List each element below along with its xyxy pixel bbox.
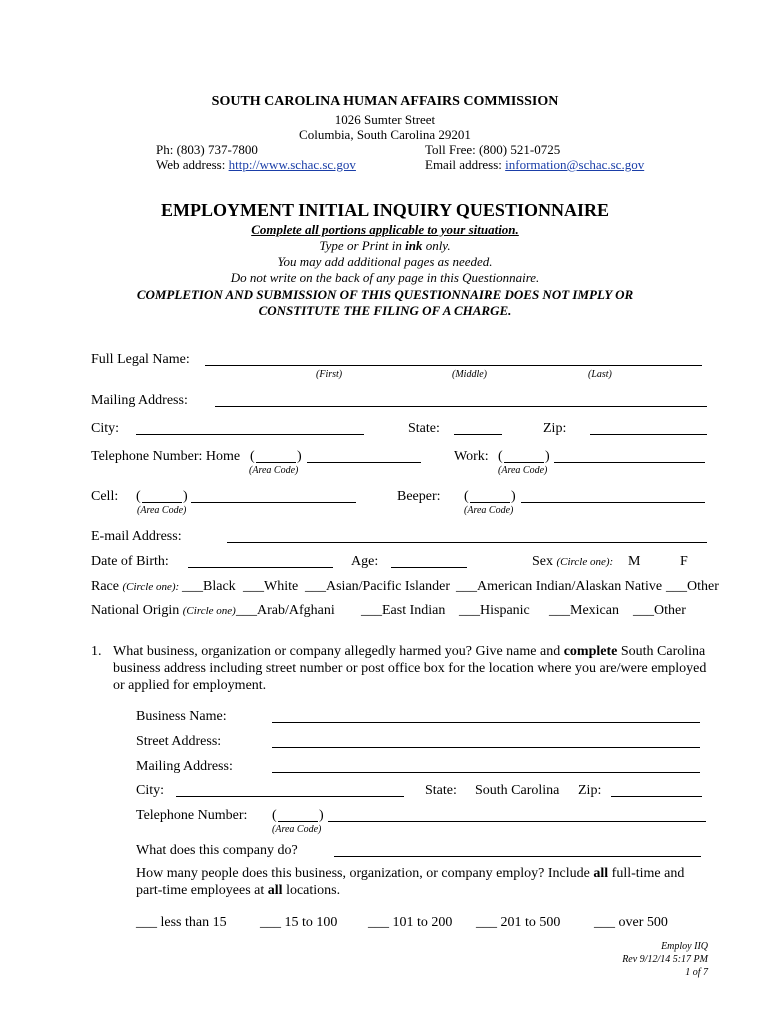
business-street-label: Street Address: xyxy=(136,734,222,749)
work-phone-field[interactable] xyxy=(554,462,705,463)
instruction-6: CONSTITUTE THE FILING OF A CHARGE. xyxy=(258,303,512,318)
email-label: Email address: xyxy=(425,157,506,172)
instruction-5: COMPLETION AND SUBMISSION OF THIS QUESTIONNAIRE DOES NOT IMPLY OR xyxy=(136,287,634,302)
work-label: Work: xyxy=(454,449,489,464)
size-option-less-than-15[interactable]: ___ less than 15 xyxy=(136,915,227,930)
footer-page-number: 1 of 7 xyxy=(685,967,708,978)
q1-text-line3: or applied for employment. xyxy=(113,678,267,693)
company-purpose-field[interactable] xyxy=(334,856,701,857)
home-paren-close: ) xyxy=(297,449,302,464)
dob-label: Date of Birth: xyxy=(91,554,169,569)
business-mailing-label: Mailing Address: xyxy=(136,759,233,774)
footer-form-id: Employ IIQ xyxy=(661,941,708,952)
instruction-1: Complete all portions applicable to your situation. xyxy=(251,222,519,237)
origin-option-hispanic[interactable]: ___Hispanic xyxy=(459,603,530,618)
home-phone-field[interactable] xyxy=(307,462,421,463)
work-area-code-field[interactable] xyxy=(504,462,544,463)
org-email xyxy=(425,157,644,173)
instruction-2: Type or Print in ink only. xyxy=(319,238,451,253)
q1-text-line1: What business, organization or company allegedly harmed you? Give name and complete South Carolina xyxy=(113,644,706,659)
cell-paren-close: ) xyxy=(183,489,188,504)
phone-home-label: Telephone Number: Home xyxy=(91,449,241,464)
beeper-area-code-hint: (Area Code) xyxy=(464,505,514,516)
business-phone-field[interactable] xyxy=(328,821,706,822)
business-state-label: State: xyxy=(425,783,457,798)
sex-label: Sex (Circle one): xyxy=(532,554,614,569)
org-name: SOUTH CAROLINA HUMAN AFFAIRS COMMISSION xyxy=(211,94,559,109)
state-label: State: xyxy=(408,421,440,436)
zip-label: Zip: xyxy=(543,421,567,436)
city-field[interactable] xyxy=(136,434,364,435)
origin-label: National Origin (Circle one) xyxy=(91,603,236,618)
employees-question-line2: part-time employees at all locations. xyxy=(136,883,341,898)
work-paren-open: ( xyxy=(498,449,503,464)
state-field[interactable] xyxy=(454,434,502,435)
last-hint: (Last) xyxy=(588,369,612,380)
business-name-label: Business Name: xyxy=(136,709,227,724)
company-purpose-label: What does this company do? xyxy=(136,843,298,858)
business-area-code-field[interactable] xyxy=(278,821,318,822)
sex-option-f[interactable]: F xyxy=(680,554,688,569)
cell-area-code-hint: (Area Code) xyxy=(137,505,187,516)
race-option-american-indian[interactable]: ___American Indian/Alaskan Native xyxy=(456,579,663,594)
org-street: 1026 Sumter Street xyxy=(334,112,436,127)
email-label: E-mail Address: xyxy=(91,529,182,544)
employees-question-line1: How many people does this business, organization, or company employ? Include all full-time and xyxy=(136,866,685,881)
web-link[interactable]: http://www.schac.sc.gov xyxy=(228,157,356,172)
beeper-paren-close: ) xyxy=(511,489,516,504)
org-toll-free: Toll Free: (800) 521-0725 xyxy=(425,142,561,157)
beeper-paren-open: ( xyxy=(464,489,469,504)
age-field[interactable] xyxy=(391,567,467,568)
business-state-value: South Carolina xyxy=(475,783,560,798)
footer-revision: Rev 9/12/14 5:17 PM xyxy=(622,954,708,965)
q1-number: 1. xyxy=(91,644,102,659)
business-name-field[interactable] xyxy=(272,722,700,723)
business-phone-label: Telephone Number: xyxy=(136,808,248,823)
web-label: Web address: xyxy=(156,157,229,172)
origin-option-other[interactable]: ___Other xyxy=(633,603,686,618)
beeper-area-code-field[interactable] xyxy=(470,502,510,503)
race-option-asian[interactable]: ___Asian/Pacific Islander xyxy=(305,579,451,594)
org-city: Columbia, South Carolina 29201 xyxy=(299,127,471,142)
page-title: EMPLOYMENT INITIAL INQUIRY QUESTIONNAIRE xyxy=(161,200,609,220)
mailing-label: Mailing Address: xyxy=(91,393,188,408)
org-phone: Ph: (803) 737-7800 xyxy=(156,142,258,157)
sex-option-m[interactable]: M xyxy=(628,554,641,569)
email-link[interactable]: information@schac.sc.gov xyxy=(505,157,645,172)
instruction-4: Do not write on the back of any page in this Questionnaire. xyxy=(230,270,540,285)
size-option-101-to-200[interactable]: ___ 101 to 200 xyxy=(368,915,453,930)
middle-hint: (Middle) xyxy=(452,369,487,380)
email-field[interactable] xyxy=(227,542,707,543)
full-name-field[interactable] xyxy=(205,365,702,366)
business-city-field[interactable] xyxy=(176,796,404,797)
business-area-code-hint: (Area Code) xyxy=(272,824,322,835)
cell-phone-field[interactable] xyxy=(191,502,356,503)
race-option-white[interactable]: ___White xyxy=(243,579,299,594)
business-zip-field[interactable] xyxy=(611,796,702,797)
q1-text-line2: business address including street number or post office box for the location where you are/were employed xyxy=(113,661,707,676)
business-city-label: City: xyxy=(136,783,165,798)
business-paren-open: ( xyxy=(272,808,277,823)
city-label: City: xyxy=(91,421,120,436)
work-paren-close: ) xyxy=(545,449,550,464)
race-option-other[interactable]: ___Other xyxy=(666,579,719,594)
org-web xyxy=(156,157,356,173)
race-option-black[interactable]: ___Black xyxy=(182,579,236,594)
mailing-field[interactable] xyxy=(215,406,707,407)
business-street-field[interactable] xyxy=(272,747,700,748)
size-option-201-to-500[interactable]: ___ 201 to 500 xyxy=(476,915,561,930)
age-label: Age: xyxy=(351,554,379,569)
dob-field[interactable] xyxy=(188,567,333,568)
size-option-15-to-100[interactable]: ___ 15 to 100 xyxy=(260,915,338,930)
origin-option-arab[interactable]: ___Arab/Afghani xyxy=(236,603,335,618)
beeper-field[interactable] xyxy=(521,502,705,503)
instruction-3: You may add additional pages as needed. xyxy=(277,254,493,269)
cell-label: Cell: xyxy=(91,489,119,504)
zip-field[interactable] xyxy=(590,434,707,435)
home-area-code-field[interactable] xyxy=(256,462,296,463)
work-area-code-hint: (Area Code) xyxy=(498,465,548,476)
cell-paren-open: ( xyxy=(136,489,141,504)
business-paren-close: ) xyxy=(319,808,324,823)
first-hint: (First) xyxy=(316,369,343,380)
business-mailing-field[interactable] xyxy=(272,772,700,773)
business-zip-label: Zip: xyxy=(578,783,602,798)
size-option-over-500[interactable]: ___ over 500 xyxy=(594,915,668,930)
full-name-label: Full Legal Name: xyxy=(91,352,190,367)
beeper-label: Beeper: xyxy=(397,489,441,504)
home-area-code-hint: (Area Code) xyxy=(249,465,299,476)
origin-option-east-indian[interactable]: ___East Indian xyxy=(361,603,446,618)
cell-area-code-field[interactable] xyxy=(142,502,182,503)
race-label: Race (Circle one): xyxy=(91,579,180,594)
origin-option-mexican[interactable]: ___Mexican xyxy=(549,603,619,618)
home-paren-open: ( xyxy=(250,449,255,464)
